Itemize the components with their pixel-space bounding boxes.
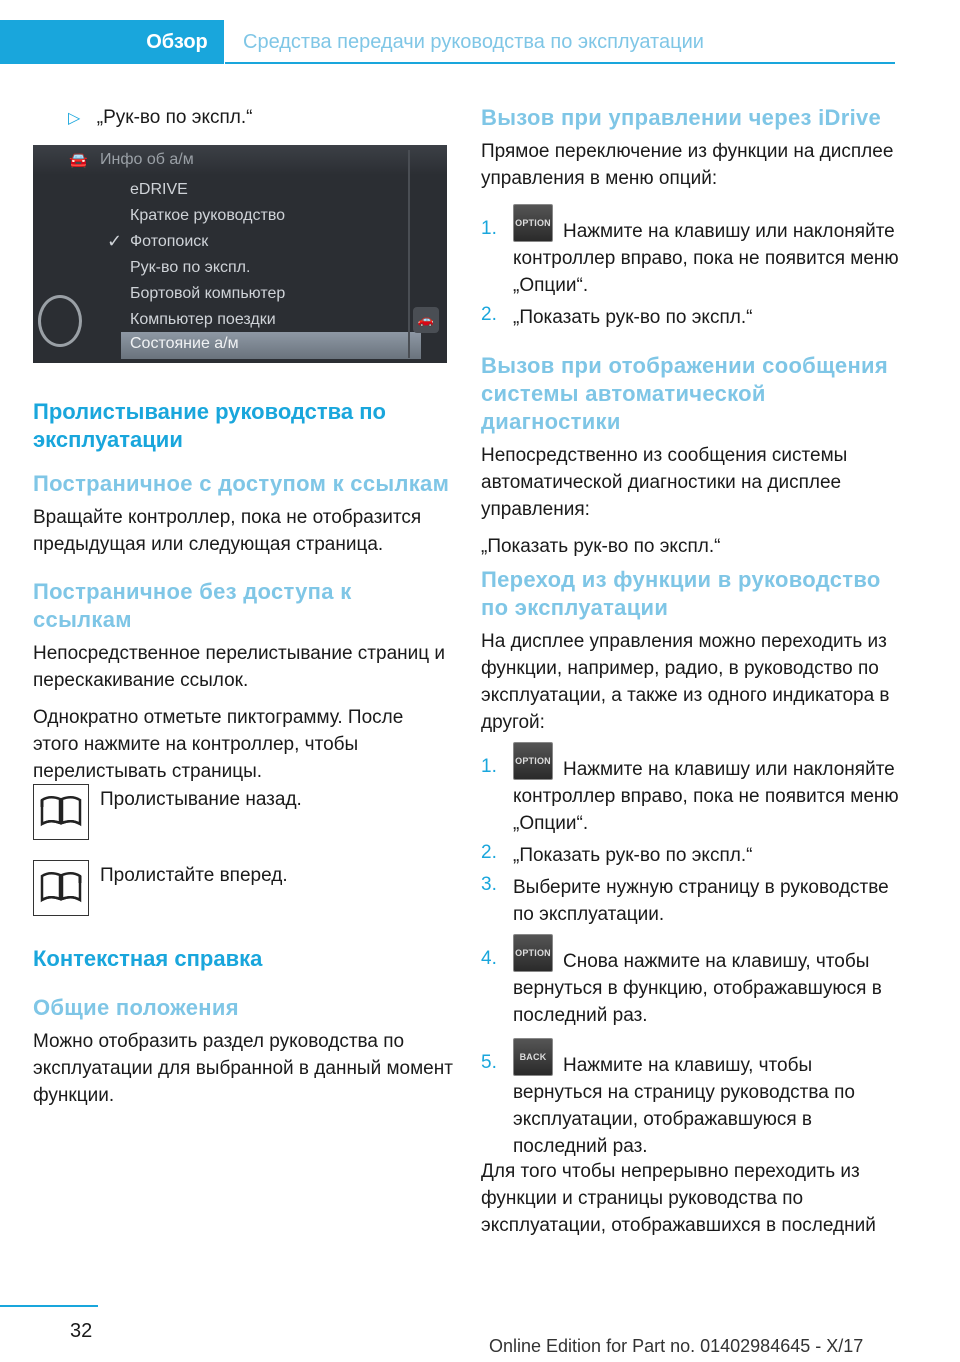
edition-text: Online Edition for Part no. 01402984645 - X/17 (489, 1336, 864, 1356)
heading-context: Контекстная справка (33, 946, 263, 971)
section-diag (481, 352, 901, 560)
menu-link-text: „Рук-во по экспл.“ (96, 107, 253, 128)
paragraph-diag: Непосредственно из сообщения системы автоматической диагностики на дисплее управления: (481, 445, 848, 520)
heading-diag: Вызов при отображении сообщения системы автоматической диагностики (481, 353, 889, 434)
section-switch (481, 566, 901, 736)
book-forward-icon[interactable] (33, 860, 89, 916)
header-title: Средства передачи руководства по эксплуатации (243, 31, 704, 53)
list-item (481, 948, 901, 1029)
paragraph-direct: Непосредственное перелистывание страниц и перескакивание ссылок. (33, 643, 446, 691)
section-paging (33, 398, 433, 454)
list-number: 2. (481, 304, 497, 325)
heading-with-links: Постраничное с доступом к ссылкам (33, 471, 450, 496)
list-text: Нажмите на клавишу, чтобы вернуться на страницу руководства по эксплуатации, отображавшуюся в последний раз. (513, 1055, 855, 1157)
section-context (33, 945, 453, 973)
triangle-arrow-icon: ▷ (68, 110, 81, 127)
icon-forward-text: Пролистайте вперед. (100, 865, 288, 886)
screenshot-header-bar (33, 145, 447, 175)
screenshot-menu-item: Бортовой компьютер (130, 285, 286, 302)
heading-without-links: Постраничное без доступа к ссылкам (33, 579, 352, 632)
paragraph-diag-link: „Показать рук-во по экспл.“ (481, 536, 721, 557)
list-number: 2. (481, 842, 497, 863)
header-underline (225, 62, 895, 64)
section-idrive (481, 104, 901, 192)
page-number: 32 (70, 1320, 93, 1342)
car-icon: 🚘 (69, 152, 88, 169)
section-general (33, 994, 453, 1109)
list-item (481, 756, 901, 837)
list-text: Снова нажмите на клавишу, чтобы вернуться в функцию, отображавшуюся в последний раз. (513, 951, 882, 1026)
list-number: 5. (481, 1052, 497, 1073)
list-number: 1. (481, 218, 497, 239)
screenshot-menu-item: Компьютер поездки (130, 311, 276, 328)
list-number: 3. (481, 874, 497, 895)
heading-idrive: Вызов при управлении через iDrive (481, 105, 882, 130)
screenshot-menu-item: Краткое руководство (130, 207, 286, 224)
section-without-links (33, 578, 453, 785)
screenshot-header: Инфо об а/м (100, 151, 194, 168)
list-number: 1. (481, 756, 497, 777)
paragraph-final: Для того чтобы непрерывно переходить из функции и страницы руководства по эксплуатации, отображавшихся в последний (481, 1161, 876, 1236)
controller-knob-icon (38, 295, 82, 347)
footer-line (0, 1305, 98, 1307)
paragraph-once: Однократно отметьте пиктограмму. После этого нажмите на контроллер, чтобы перелистывать страницы. (33, 707, 404, 782)
screenshot-menu-item: eDRIVE (130, 181, 188, 198)
heading-paging: Пролистывание руководства по эксплуатации (33, 399, 386, 452)
paragraph-general: Можно отобразить раздел руководства по эксплуатации для выбранной в данный момент функции. (33, 1031, 453, 1106)
back-button-icon: BACK (513, 1038, 553, 1076)
header-tab[interactable]: Обзор (130, 20, 224, 64)
paragraph-idrive: Прямое переключение из функции на дисплее управления в меню опций: (481, 141, 894, 189)
screenshot-menu-item: Рук-во по экспл. (130, 259, 251, 276)
list-text: Выберите нужную страницу в руководстве по эксплуатации. (513, 877, 889, 925)
icon-back-text: Пролистывание назад. (100, 789, 302, 810)
screenshot-menu-item: Фотопоиск (130, 233, 209, 250)
screenshot-scroll-track (408, 150, 410, 358)
heading-general: Общие положения (33, 995, 239, 1020)
menu-link-line (68, 104, 252, 131)
idrive-screenshot (33, 145, 447, 363)
list-text: Нажмите на клавишу или наклоняйте контроллер вправо, пока не появится меню „Опции“. (513, 759, 899, 834)
header-bar (0, 20, 130, 64)
car-side-icon: 🚗 (413, 307, 439, 333)
list-text: „Показать рук-во по экспл.“ (513, 845, 753, 866)
list-item (481, 842, 901, 869)
paragraph-final-block (481, 1158, 901, 1239)
section-with-links (33, 470, 453, 558)
option-button-icon: OPTION (513, 742, 553, 780)
list-text: „Показать рук-во по экспл.“ (513, 307, 753, 328)
paragraph-with-links: Вращайте контроллер, пока не отобразится предыдущая или следующая страница. (33, 507, 422, 555)
list-number: 4. (481, 948, 497, 969)
checkmark-icon: ✓ (107, 231, 123, 251)
option-button-icon: OPTION (513, 934, 553, 972)
list-item (481, 218, 901, 299)
list-item (481, 304, 901, 331)
heading-switch: Переход из функции в руководство по эксплуатации (481, 567, 881, 620)
book-back-icon[interactable] (33, 784, 89, 840)
paragraph-switch: На дисплее управления можно переходить из функции, например, радио, в руководство по эксплуатации, а также из одного индикатора в другой: (481, 631, 890, 733)
option-button-icon: OPTION (513, 204, 553, 242)
list-item (481, 1052, 901, 1160)
screenshot-menu-item-selected: Состояние а/м (130, 335, 239, 352)
list-item (481, 874, 901, 928)
list-text: Нажмите на клавишу или наклоняйте контроллер вправо, пока не появится меню „Опции“. (513, 221, 899, 296)
